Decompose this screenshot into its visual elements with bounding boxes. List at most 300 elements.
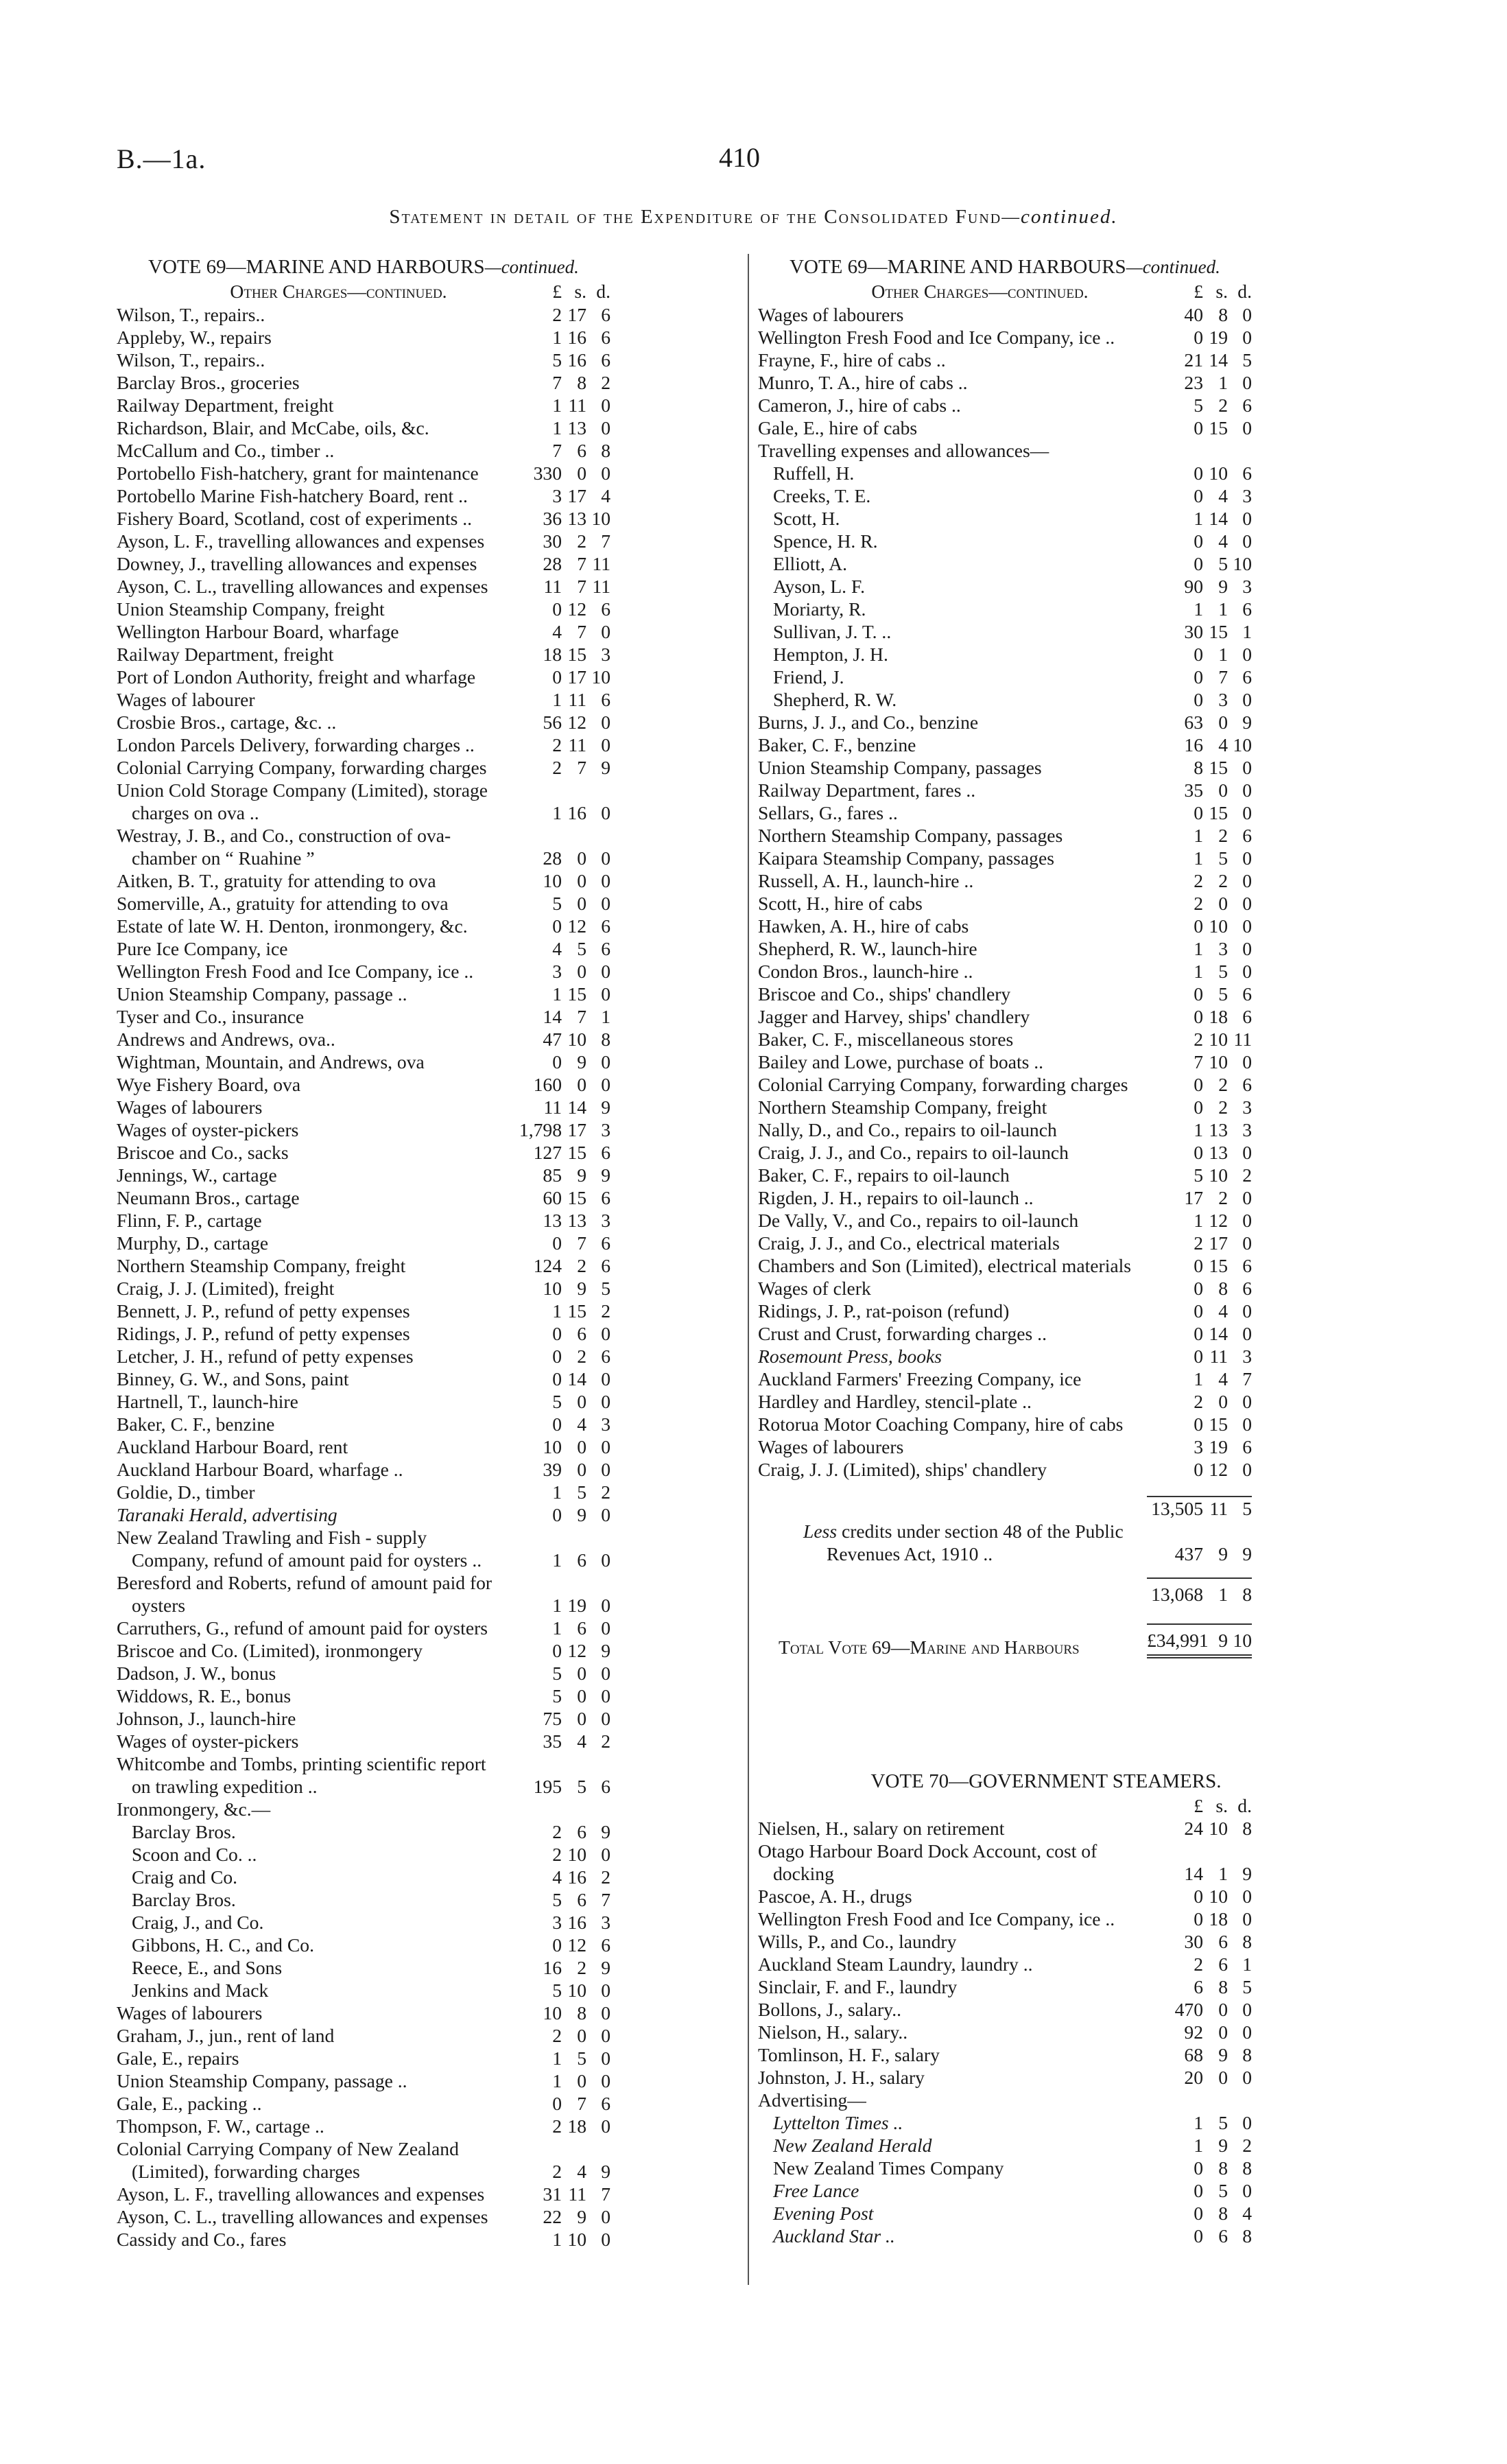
shillings-value: 12 [567, 915, 586, 937]
pence-value: 0 [1242, 372, 1252, 393]
item-label: Richardson, Blair, and McCabe, oils, &c. [117, 417, 429, 438]
table-row [117, 1820, 610, 1843]
pounds-value: 0 [1194, 802, 1203, 823]
shillings-value: 15 [1209, 1255, 1228, 1276]
shillings-value: 11 [568, 2183, 586, 2205]
table-row [117, 1571, 610, 1617]
table-row [758, 1254, 1252, 1277]
pounds-value: 1 [552, 395, 562, 416]
pounds-value: 22 [543, 2206, 562, 2227]
item-label: Sinclair, F. and F., laundry [758, 1976, 958, 1997]
table-row [117, 1413, 610, 1435]
shillings-value: 7 [577, 1232, 586, 1254]
item-label: Wages of labourers [758, 304, 904, 325]
shillings-value: 3 [1218, 938, 1228, 959]
item-label: Frayne, F., hire of cabs .. [758, 349, 946, 371]
item-label: Pascoe, A. H., drugs [758, 1886, 912, 1907]
pounds-value: 0 [552, 1346, 562, 1367]
pence-value: 0 [601, 2070, 610, 2091]
item-label: Hempton, J. H. [773, 644, 888, 665]
shillings-value: 8 [1218, 1976, 1228, 1997]
pounds-value: 0 [1194, 1300, 1203, 1322]
pence-value: 6 [1242, 1255, 1252, 1276]
pounds-value: 2 [552, 734, 562, 755]
item-label: Sellars, G., fares .. [758, 802, 898, 823]
item-label: Ironmongery, &c.— [117, 1798, 271, 1820]
table-row [758, 1458, 1252, 1481]
shillings-value: 16 [567, 1912, 586, 1933]
pence-value: 9 [601, 2161, 610, 2182]
pence-value: 3 [601, 1119, 610, 1140]
item-label: Union Steamship Company, passage .. [117, 983, 407, 1005]
pence-value: 0 [1242, 1210, 1252, 1231]
pence-value: 8 [1242, 1818, 1252, 1839]
shillings-value: 0 [1218, 893, 1228, 914]
pence-value: 0 [1242, 327, 1252, 348]
pounds-value: 0 [1194, 644, 1203, 665]
pence-value: 0 [1242, 893, 1252, 914]
item-label: De Vally, V., and Co., repairs to oil-launch [758, 1210, 1079, 1231]
pounds-value: 1 [1194, 2135, 1203, 2156]
pence-value: 0 [1242, 1051, 1252, 1072]
pence-value: 6 [601, 1776, 610, 1797]
item-label: Spence, H. R. [773, 530, 878, 552]
item-label: Jenkins and Mack [132, 1980, 269, 2001]
table-row [758, 371, 1252, 394]
pence-value: 0 [1242, 1999, 1252, 2020]
pounds-value: 0 [1194, 553, 1203, 574]
table-row [117, 1254, 610, 1277]
pounds-value: 35 [543, 1730, 562, 1752]
pounds-value: 1 [552, 1549, 562, 1571]
pounds-value: 1 [552, 689, 562, 710]
pence-value: 6 [1242, 462, 1252, 484]
pounds-value: 1 [552, 1617, 562, 1639]
item-label: Auckland Harbour Board, wharfage .. [117, 1459, 403, 1480]
shillings-value: 0 [577, 1391, 586, 1412]
pounds-value: 5 [552, 1391, 562, 1412]
item-label: Moriarty, R. [773, 598, 866, 620]
item-label: Rotorua Motor Coaching Company, hire of cabs [758, 1413, 1124, 1435]
table-row [758, 1232, 1252, 1254]
item-label: Goldie, D., timber [117, 1481, 255, 1503]
shillings-header: s. [1215, 281, 1228, 302]
pence-value: 0 [601, 1436, 610, 1457]
shillings-value: 14 [567, 1096, 586, 1118]
pounds-value: 28 [543, 847, 562, 869]
page-number: 410 [719, 142, 760, 173]
table-row [117, 1752, 610, 1798]
shillings-value: 9 [577, 1278, 586, 1299]
item-label: Cassidy and Co., fares [117, 2229, 287, 2250]
pounds-value: 0 [1194, 1323, 1203, 1344]
table-row [758, 552, 1252, 575]
table-row [117, 1685, 610, 1707]
pounds-value: 0 [552, 1051, 562, 1072]
pounds-value: 4 [552, 1866, 562, 1888]
shillings-value: 17 [567, 304, 586, 325]
pence-value: 2 [601, 1730, 610, 1752]
table-row [117, 1322, 610, 1345]
pence-value: 0 [1242, 2112, 1252, 2133]
table-row [117, 2024, 610, 2047]
item-label: Ayson, L. F. [773, 576, 866, 597]
right-rows [758, 303, 1252, 1481]
item-label: Free Lance [773, 2180, 859, 2201]
pounds-value: 0 [1194, 1346, 1203, 1367]
pounds-value: 3 [1194, 1436, 1203, 1457]
pence-value: 0 [601, 712, 610, 733]
table-row [758, 1345, 1252, 1368]
table-row [117, 2047, 610, 2069]
item-label: Wellington Fresh Food and Ice Company, ice .. [758, 1908, 1115, 1929]
table-row [758, 1390, 1252, 1413]
item-label: Letcher, J. H., refund of petty expenses [117, 1346, 414, 1367]
pence-value: 9 [1242, 1863, 1252, 1884]
shillings-value: 18 [567, 2115, 586, 2137]
table-row [758, 1322, 1252, 1345]
shillings-value: 8 [1218, 1278, 1228, 1299]
item-label: Scoon and Co. .. [132, 1844, 257, 1865]
item-label: Rigden, J. H., repairs to oil-launch .. [758, 1187, 1034, 1208]
pence-value: 0 [601, 1708, 610, 1729]
item-label: London Parcels Delivery, forwarding charges .. [117, 734, 475, 755]
table-row [117, 416, 610, 439]
item-label: New Zealand Times Company [773, 2157, 1004, 2179]
table-row [758, 1885, 1252, 1908]
pounds-value: 0 [552, 1934, 562, 1956]
table-row [117, 2092, 610, 2115]
shillings-value: 15 [1209, 621, 1228, 642]
shillings-value: 15 [567, 1187, 586, 1208]
table-row [117, 1164, 610, 1186]
shillings-value: 13 [1209, 1119, 1228, 1140]
table-row [117, 1617, 610, 1639]
pence-value: 2 [1242, 2135, 1252, 2156]
pounds-value: 6 [1194, 1976, 1203, 1997]
item-label: Fishery Board, Scotland, cost of experiments .. [117, 508, 473, 529]
shillings-value: 6 [1218, 2225, 1228, 2246]
table-row [758, 1028, 1252, 1051]
item-label: McCallum and Co., timber .. [117, 440, 335, 461]
item-label: Wages of labourers [117, 1096, 263, 1118]
item-label: Hawken, A. H., hire of cabs [758, 915, 969, 937]
table-row [758, 688, 1252, 711]
pence-value: 8 [1242, 2157, 1252, 2179]
shillings-value: 10 [567, 1029, 586, 1050]
pence-value: 0 [1242, 779, 1252, 801]
item-label: Neumann Bros., cartage [117, 1187, 300, 1208]
shillings-value: 17 [567, 666, 586, 688]
table-row [117, 371, 610, 394]
pounds-value: 1 [552, 327, 562, 348]
pounds-value: 2 [552, 304, 562, 325]
item-label: Union Steamship Company, passages [758, 757, 1042, 778]
shillings-value: 13 [567, 417, 586, 438]
table-row [117, 1345, 610, 1368]
shillings-value: 0 [1218, 1391, 1228, 1412]
table-row [758, 598, 1252, 620]
pounds-value: 2 [552, 1821, 562, 1842]
shillings-value: 6 [577, 440, 586, 461]
pounds-value: 47 [543, 1029, 562, 1050]
shillings-value: 10 [1209, 1164, 1228, 1186]
table-row [758, 1930, 1252, 1953]
pence-value: 6 [601, 689, 610, 710]
pounds-value: 0 [1194, 485, 1203, 506]
pounds-value: 5 [552, 349, 562, 371]
shillings-value: 6 [577, 1821, 586, 1842]
pounds-value: 11 [543, 1096, 562, 1118]
table-row [758, 2179, 1252, 2202]
shillings-value: 2 [1218, 395, 1228, 416]
pounds-value: 24 [1184, 1818, 1203, 1839]
pence-value: 9 [601, 757, 610, 778]
pence-value: 0 [1242, 417, 1252, 438]
pounds-value: 1 [552, 1595, 562, 1616]
shillings-value: 0 [1218, 2021, 1228, 2043]
shillings-value: 4 [1218, 734, 1228, 755]
shillings-value: 14 [1209, 508, 1228, 529]
table-row [758, 1073, 1252, 1096]
shillings-value: 0 [577, 961, 586, 982]
table-row [758, 1277, 1252, 1300]
pounds-value: 1 [552, 983, 562, 1005]
pence-value: 7 [601, 2183, 610, 2205]
pence-value: 0 [1242, 1187, 1252, 1208]
pence-value: 3 [601, 644, 610, 665]
pounds-header: £ [552, 281, 562, 302]
shillings-value: 0 [577, 2025, 586, 2046]
shillings-value: 0 [577, 2070, 586, 2091]
shillings-value: 15 [567, 983, 586, 1005]
pence-value: 6 [601, 1255, 610, 1276]
shillings-value: 1 [1218, 1863, 1228, 1884]
pence-value: 0 [1242, 2021, 1252, 2043]
item-label: Appleby, W., repairs [117, 327, 272, 348]
pounds-value: 0 [1194, 462, 1203, 484]
shillings-value: 4 [577, 2161, 586, 2182]
pounds-value: 470 [1174, 1999, 1203, 2020]
table-row [758, 1953, 1252, 1975]
vote-70-rows [758, 1817, 1252, 2247]
shillings-value: 14 [1209, 1323, 1228, 1344]
pounds-value: 124 [533, 1255, 562, 1276]
shillings-value: 0 [577, 1663, 586, 1684]
table-row [117, 1073, 610, 1096]
pounds-value: 1 [552, 1481, 562, 1503]
shillings-value: 12 [1209, 1459, 1228, 1480]
shillings-value: 14 [567, 1368, 586, 1389]
pence-value: 0 [601, 802, 610, 823]
table-row [117, 1911, 610, 1934]
item-label: Ayson, C. L., travelling allowances and expenses [117, 576, 488, 597]
table-row [117, 530, 610, 552]
pence-value: 0 [1242, 1232, 1252, 1254]
table-row [758, 643, 1252, 666]
table-row [758, 2111, 1252, 2134]
table-row [117, 1888, 610, 1911]
table-row [117, 1707, 610, 1730]
right-column [758, 254, 1252, 2247]
pence-value: 6 [1242, 1278, 1252, 1299]
pence-value: 0 [1242, 508, 1252, 529]
table-row [758, 892, 1252, 915]
pence-value: 7 [601, 530, 610, 552]
pence-value: 5 [1242, 349, 1252, 371]
pounds-value: 1 [552, 1300, 562, 1322]
pounds-value: 0 [552, 1640, 562, 1661]
table-row [758, 439, 1252, 462]
shillings-value: 18 [1209, 1006, 1228, 1027]
pounds-value: 0 [1194, 1006, 1203, 1027]
pounds-value: 1 [1194, 508, 1203, 529]
pounds-value: 0 [1194, 327, 1203, 348]
shillings-value: 13 [567, 508, 586, 529]
pounds-value: 1 [552, 802, 562, 823]
item-label: Scott, H. [773, 508, 840, 529]
vote-69-total-row: Total Vote 69—Marine and Harbours £34,991 9 10 [758, 1623, 1252, 1658]
pounds-value: 30 [1184, 1931, 1203, 1952]
table-row [117, 2183, 610, 2205]
pounds-value: 1 [1194, 961, 1203, 982]
pounds-value: 56 [543, 712, 562, 733]
shillings-value: 11 [1209, 1346, 1228, 1367]
shillings-value: 7 [577, 553, 586, 574]
item-label: Union Cold Storage Company (Limited), storage charges on ova .. [117, 779, 488, 823]
pence-value: 6 [1242, 1006, 1252, 1027]
shillings-value: 5 [1218, 983, 1228, 1005]
table-row [758, 937, 1252, 960]
pounds-header: £ [1194, 281, 1203, 302]
table-row [117, 2002, 610, 2024]
shillings-value: 8 [1218, 2157, 1228, 2179]
pounds-value: 0 [1194, 417, 1203, 438]
shillings-value: 10 [1209, 1051, 1228, 1072]
shillings-value: 11 [568, 395, 586, 416]
pence-value: 6 [601, 2093, 610, 2114]
shillings-value: 15 [1209, 1413, 1228, 1435]
pence-value: 3 [1242, 1119, 1252, 1140]
pounds-value: 2 [552, 1844, 562, 1865]
shillings-value: 15 [567, 644, 586, 665]
item-label: Colonial Carrying Company, forwarding charges [117, 757, 487, 778]
shillings-value: 19 [1209, 327, 1228, 348]
item-label: Burns, J. J., and Co., benzine [758, 712, 979, 733]
table-row [117, 666, 610, 688]
pence-value: 11 [592, 576, 610, 597]
shillings-value: 7 [577, 1006, 586, 1027]
table-row [758, 2089, 1252, 2111]
item-label: Baker, C. F., benzine [117, 1413, 275, 1435]
item-label: Evening Post [773, 2203, 874, 2224]
pence-value: 6 [1242, 666, 1252, 688]
pence-value: 6 [1242, 395, 1252, 416]
table-row [758, 507, 1252, 530]
shillings-value: 0 [1218, 1999, 1228, 2020]
item-label: Gale, E., packing .. [117, 2093, 262, 2114]
pence-value: 0 [1242, 847, 1252, 869]
table-row [117, 1186, 610, 1209]
pence-value: 2 [601, 372, 610, 393]
vote-69-heading-left: VOTE 69—MARINE AND HARBOURS—continued. [148, 256, 579, 278]
pence-value: 6 [1242, 1436, 1252, 1457]
pounds-value: 195 [533, 1776, 562, 1797]
left-column [117, 254, 610, 2251]
item-label: Northern Steamship Company, passages [758, 825, 1063, 846]
item-label: Scott, H., hire of cabs [758, 893, 923, 914]
pence-value: 9 [601, 1640, 610, 1661]
table-row [758, 1300, 1252, 1322]
table-row [117, 1435, 610, 1458]
table-row [758, 349, 1252, 371]
item-label: Northern Steamship Company, freight [758, 1096, 1047, 1118]
item-label: Hardley and Hardley, stencil-plate .. [758, 1391, 1032, 1412]
shillings-value: 5 [1218, 553, 1228, 574]
table-row [117, 1141, 610, 1164]
table-row [117, 2137, 610, 2183]
shillings-value: 4 [1218, 530, 1228, 552]
shillings-value: 8 [577, 372, 586, 393]
shillings-value: 12 [1209, 1210, 1228, 1231]
pounds-value: 2 [552, 757, 562, 778]
table-row [758, 824, 1252, 847]
shillings-value: 2 [1218, 825, 1228, 846]
pounds-value: 2 [552, 2161, 562, 2182]
item-label: Baker, C. F., repairs to oil-launch [758, 1164, 1010, 1186]
shillings-value: 15 [567, 1142, 586, 1163]
shillings-value: 0 [577, 847, 586, 869]
pounds-value: 0 [1194, 2225, 1203, 2246]
shillings-value: 2 [577, 1957, 586, 1978]
item-label: Railway Department, freight [117, 395, 334, 416]
pence-value: 11 [1233, 1029, 1252, 1050]
pounds-value: 0 [552, 598, 562, 620]
pence-value: 7 [1242, 1368, 1252, 1389]
pence-value: 0 [601, 870, 610, 891]
pence-value: 8 [1242, 2044, 1252, 2065]
pounds-value: 1 [1194, 825, 1203, 846]
item-label: Wages of labourers [758, 1436, 904, 1457]
item-label: Cameron, J., hire of cabs .. [758, 395, 961, 416]
pence-value: 0 [601, 2025, 610, 2046]
shillings-value: 2 [1218, 1096, 1228, 1118]
item-label: Munro, T. A., hire of cabs .. [758, 372, 968, 393]
pence-value: 6 [601, 1232, 610, 1254]
item-label: Aitken, B. T., gratuity for attending to ova [117, 870, 436, 891]
shillings-value: 6 [577, 1617, 586, 1639]
pence-value: 4 [601, 485, 610, 506]
pence-value: 8 [1242, 1931, 1252, 1952]
table-row [758, 462, 1252, 484]
shillings-value: 0 [1218, 712, 1228, 733]
pounds-value: 0 [552, 1504, 562, 1525]
pence-value: 8 [601, 1029, 610, 1050]
shillings-value: 5 [1218, 2180, 1228, 2201]
pounds-value: 21 [1184, 349, 1203, 371]
table-row [758, 326, 1252, 349]
table-row [758, 1840, 1252, 1885]
shillings-value: 19 [567, 1595, 586, 1616]
pence-value: 0 [601, 1844, 610, 1865]
pence-value: 0 [601, 1980, 610, 2001]
shillings-value: 16 [567, 349, 586, 371]
pence-value: 0 [601, 983, 610, 1005]
pounds-value: 10 [543, 2002, 562, 2023]
pounds-value: 2 [552, 2115, 562, 2137]
item-label: Downey, J., travelling allowances and expenses [117, 553, 477, 574]
table-row [117, 1481, 610, 1503]
